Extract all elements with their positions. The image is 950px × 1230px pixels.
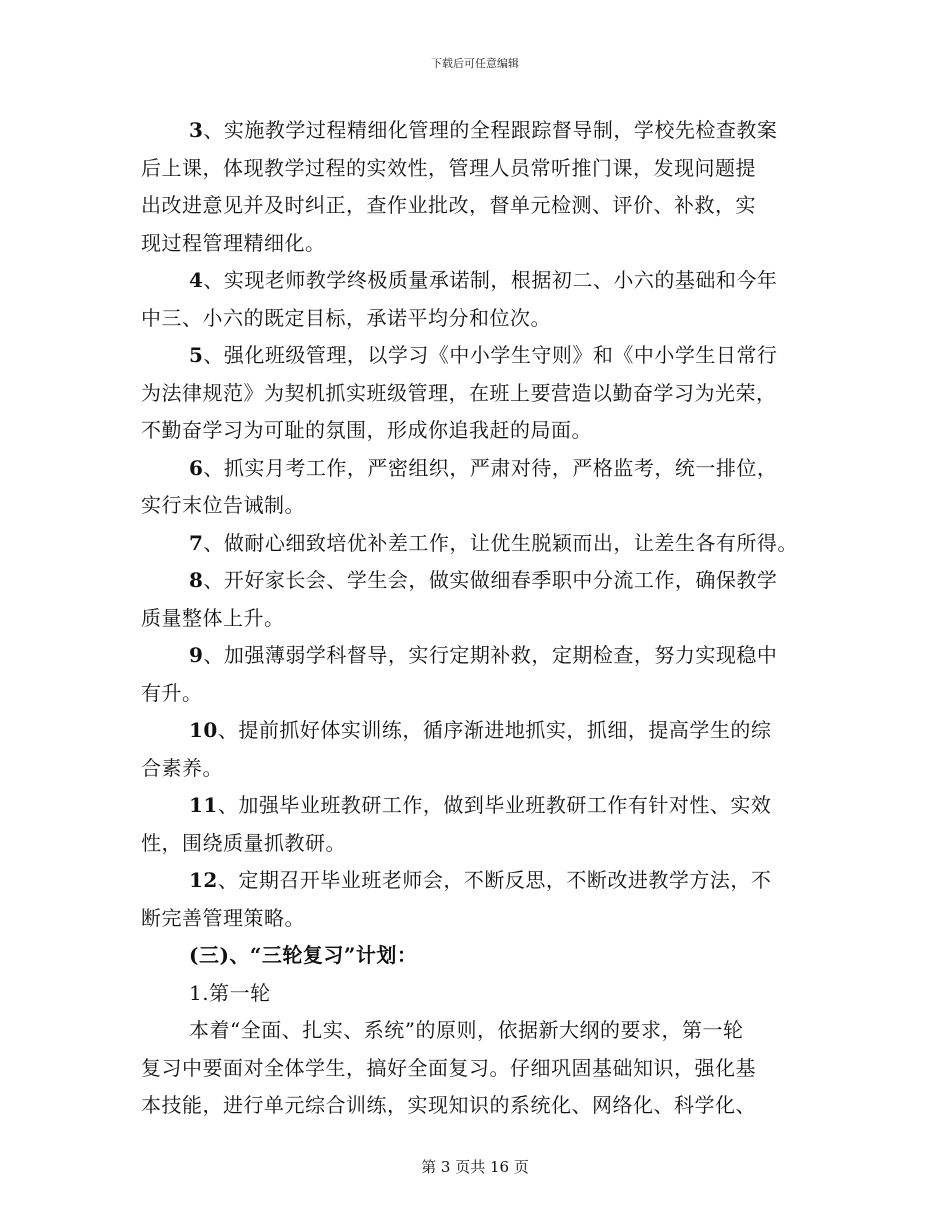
item-number: 6: [189, 455, 204, 480]
text-line: 断完善管理策略。: [141, 905, 305, 930]
document-body: [141, 112, 821, 1125]
list-item: [141, 712, 821, 787]
list-item: [141, 262, 821, 337]
text-line: 复习中要面对全体学生，搞好全面复习。仔细巩固基础知识，强化基: [141, 1055, 756, 1080]
item-number: 9: [189, 643, 204, 667]
text-line: 5、强化班级管理，以学习《中小学生守则》和《中小学生日常行: [189, 343, 778, 367]
text-line: 本着“全面、扎实、系统”的原则，依据新大纲的要求，第一轮: [189, 1018, 744, 1042]
text-line: 中三、小六的既定目标，承诺平均分和位次。: [141, 305, 551, 330]
text-line: 8、开好家长会、学生会，做实做细春季职中分流工作，确保教学: [189, 568, 778, 592]
text-line: 后上课，体现教学过程的实效性，管理人员常听推门课，发现问题提: [141, 155, 756, 180]
list-item: [141, 637, 821, 712]
list-item: [141, 862, 821, 937]
text-line: 9、加强薄弱学科督导，实行定期补救，定期检查，努力实现稳中: [189, 643, 778, 667]
text-line: 现过程管理精细化。: [141, 230, 326, 255]
text-line: 不勤奋学习为可耻的氛围，形成你追我赶的局面。: [141, 418, 592, 442]
text-line: 有升。: [141, 680, 203, 705]
item-number: 4: [189, 268, 204, 292]
text-line: 6、抓实月考工作，严密组织，严肃对待，严格监考，统一排位，: [189, 455, 778, 480]
header-note: 下载后可任意编辑: [431, 57, 519, 70]
item-number: 12: [189, 868, 218, 892]
item-number: 11: [189, 793, 218, 817]
section-heading: (三)、“三轮复习”计划：: [189, 943, 418, 967]
text-line: 3、实施教学过程精细化管理的全程跟踪督导制，学校先检查教案: [189, 118, 778, 142]
text-line: 出改进意见并及时纠正，查作业批改，督单元检测、评价、补救，实: [141, 193, 756, 217]
list-item: [141, 787, 821, 862]
text-line: 12、定期召开毕业班老师会，不断反思，不断改进教学方法，不: [189, 868, 772, 892]
text-line: 4、实现老师教学终极质量承诺制，根据初二、小六的基础和今年: [189, 268, 778, 292]
sub-heading: 1.第一轮: [189, 980, 271, 1005]
item-number: 5: [189, 343, 204, 367]
item-number: 7: [189, 530, 204, 555]
text-line: 合素养。: [141, 755, 223, 780]
list-item: [141, 562, 821, 637]
list-item: [141, 525, 821, 563]
item-number: 10: [189, 718, 218, 742]
item-number: 3: [189, 118, 204, 142]
page-footer: 第 3 页共 16 页: [421, 1158, 529, 1176]
item-number: 8: [189, 568, 204, 592]
text-line: 质量整体上升。: [141, 605, 285, 630]
paragraph: [141, 1012, 821, 1125]
text-line: 性，围绕质量抓教研。: [141, 830, 346, 855]
list-item: [141, 337, 821, 450]
text-line: 7、做耐心细致培优补差工作，让优生脱颖而出，让差生各有所得。: [189, 530, 798, 555]
text-line: 11、加强毕业班教研工作，做到毕业班教研工作有针对性、实效: [189, 793, 772, 817]
text-line: 为法律规范》为契机抓实班级管理，在班上要营造以勤奋学习为光荣，: [141, 380, 777, 405]
text-line: 10、提前抓好体实训练，循序渐进地抓实，抓细，提高学生的综: [189, 718, 772, 742]
list-item: [141, 112, 821, 262]
text-line: 实行末位告诫制。: [141, 493, 305, 517]
list-item: [141, 450, 821, 525]
text-line: 本技能，进行单元综合训练，实现知识的系统化、网络化、科学化、: [141, 1093, 756, 1117]
